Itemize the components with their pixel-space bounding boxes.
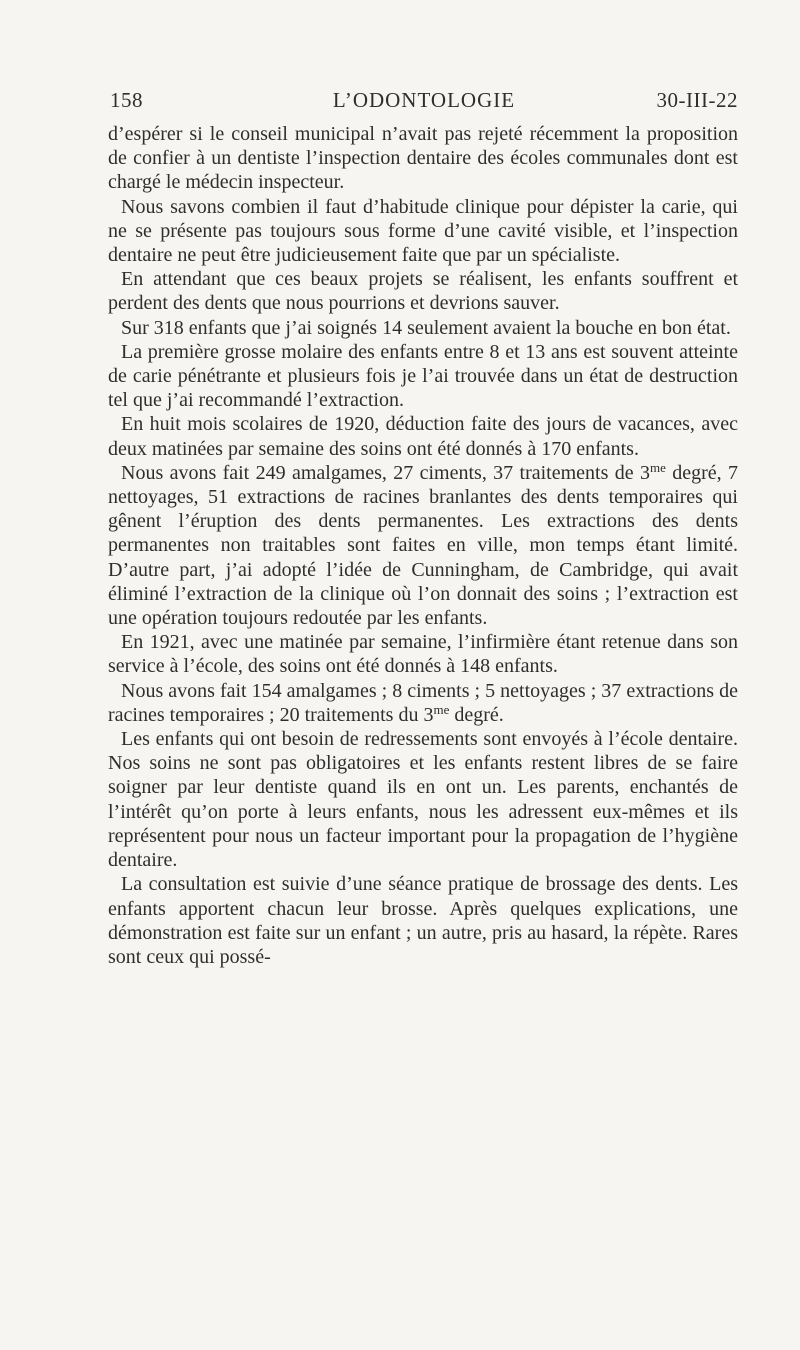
- ordinal-superscript: me: [433, 701, 450, 717]
- paragraph: [108, 461, 738, 630]
- issue-date: 30-III-22: [656, 88, 738, 112]
- paragraph-text: Nous avons fait 249 amalgames, 27 ciments, 37 traitements de 3: [121, 461, 650, 484]
- journal-title: L’ODONTOLOGIE: [332, 88, 516, 112]
- paragraph: d’espérer si le conseil municipal n’avait pas rejeté récemment la proposition de confier à un dentiste l’inspection dentaire des écoles communales dont est chargé le médecin inspecteur.: [108, 123, 738, 194]
- paragraph: En huit mois scolaires de 1920, déduction faite des jours de vacances, avec deux matinées par semaine des soins ont été donnés à 170 enfants.: [108, 413, 738, 460]
- paragraph-text: Nous avons fait 154 amalgames ; 8 ciments ; 5 nettoyages ; 37 extractions de racines temporaires ; 20 traitements du 3: [108, 679, 738, 726]
- paragraph-text: degré.: [449, 703, 504, 726]
- paragraph: Nous savons combien il faut d’habitude clinique pour dépister la carie, qui ne se présente pas toujours sous forme d’une cavité visible, et l’inspection dentaire ne peut être judicieusement faite que par un spécialiste.: [108, 195, 738, 267]
- ordinal-superscript: me: [649, 459, 666, 475]
- paragraph-text: degré, 7 nettoyages, 51 extractions de racines branlantes des dents temporaires qui gênent l’éruption des dents permanentes. Les extractions des dents permanentes non traitables sont faites en ville, mon temps étant limité. D’autre part, j’ai adopté l’idée de Cunningham, de Cambridge, qui avait éliminé l’extraction de la clinique où l’on donnait des soins ; l’extraction est une opération toujours redoutée par les enfants.: [108, 461, 738, 630]
- page-number: 158: [110, 88, 143, 112]
- paragraph: En attendant que ces beaux projets se réalisent, les enfants souffrent et perdent des dents que nous pourrions et devrions sauver.: [108, 268, 738, 315]
- running-header: [110, 88, 738, 118]
- paragraph: Les enfants qui ont besoin de redressements sont envoyés à l’école dentaire. Nos soins ne sont pas obligatoires et les enfants restent libres de se faire soigner par leur dentiste quand ils en ont un. Les parents, enchantés de l’intérêt qu’on porte à leurs enfants, nous les adressent eux-mêmes et ils représentent pour nous un facteur important pour la propagation de l’hygiène dentaire.: [108, 728, 738, 872]
- paragraph: La première grosse molaire des enfants entre 8 et 13 ans est souvent atteinte de carie pénétrante et plusieurs fois je l’ai trouvée dans un état de destruction tel que j’ai recommandé l’extraction.: [108, 340, 738, 412]
- paragraph: La consultation est suivie d’une séance pratique de brossage des dents. Les enfants apportent chacun leur brosse. Après quelques explications, une démonstration est faite sur un enfant ; un autre, pris au hasard, la répète. Rares sont ceux qui possé-: [108, 873, 738, 968]
- paragraph: [108, 679, 738, 727]
- paragraph: Sur 318 enfants que j’ai soignés 14 seulement avaient la bouche en bon état.: [121, 316, 731, 339]
- body-text: [108, 122, 738, 969]
- paragraph: En 1921, avec une matinée par semaine, l’infirmière étant retenue dans son service à l’école, des soins ont été donnés à 148 enfants.: [108, 631, 738, 678]
